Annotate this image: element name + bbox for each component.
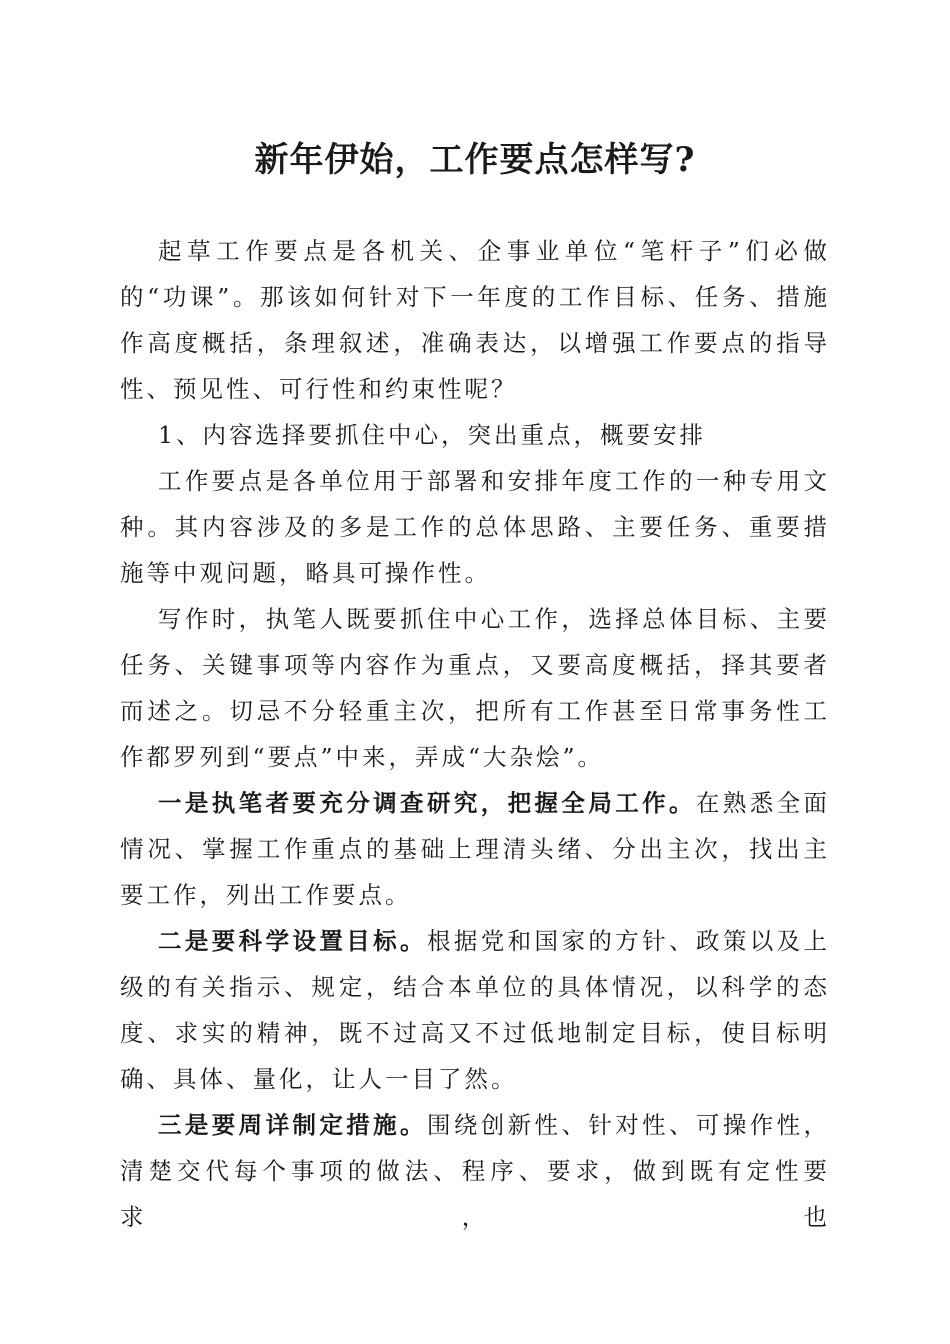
- document-body: [120, 228, 830, 1240]
- paragraph-point-three: [120, 1102, 830, 1240]
- paragraph-point-two: [120, 918, 830, 1102]
- paragraph-lead: 三是要周详制定措施。: [158, 1111, 427, 1139]
- paragraph-lead: 一是执笔者要充分调查研究，把握全局工作。: [158, 789, 696, 817]
- document-title: 新年伊始，工作要点怎样写?: [254, 140, 696, 180]
- paragraph-writing: [120, 596, 830, 780]
- paragraph-text: 1、内容选择要抓住中心，突出重点，概要安排: [158, 421, 706, 449]
- paragraph-text: 根据党和国家的方针、政策以及上级的有关指示、规定，结合本单位的具体情况，以科学的态度、求实的精神，既不过高又不过低地制定目标，使目标明确、具体、量化，让人一目了然。: [120, 927, 831, 1093]
- paragraph-definition: [120, 458, 830, 596]
- paragraph-lead: 二是要科学设置目标。: [158, 927, 427, 955]
- paragraph-point-one: [120, 780, 830, 918]
- paragraph-text: 写作时，执笔人既要抓住中心工作，选择总体目标、主要任务、关键事项等内容作为重点，又要高度概括，择其要者而述之。切忌不分轻重主次，把所有工作甚至日常事务性工作都罗列到“要点”中来，弄成“大杂烩”。: [120, 605, 830, 771]
- paragraph-text: 在熟悉全面情况、掌握工作重点的基础上理清头绪、分出主次，找出主要工作，列出工作要点。: [120, 789, 831, 909]
- paragraph-intro: [120, 228, 830, 412]
- paragraph-text: 起草工作要点是各机关、企事业单位“笔杆子”们必做的“功课”。那该如何针对下一年度的工作目标、任务、措施作高度概括，条理叙述，准确表达，以增强工作要点的指导性、预见性、可行性和约束性呢？: [120, 237, 830, 403]
- section-heading: [120, 412, 830, 458]
- paragraph-text: 工作要点是各单位用于部署和安排年度工作的一种专用文种。其内容涉及的多是工作的总体思路、主要任务、重要措施等中观问题，略具可操作性。: [120, 467, 830, 587]
- paragraph-text: 围绕创新性、针对性、可操作性，清楚交代每个事项的做法、程序、要求，做到既有定性要求，也: [120, 1111, 831, 1231]
